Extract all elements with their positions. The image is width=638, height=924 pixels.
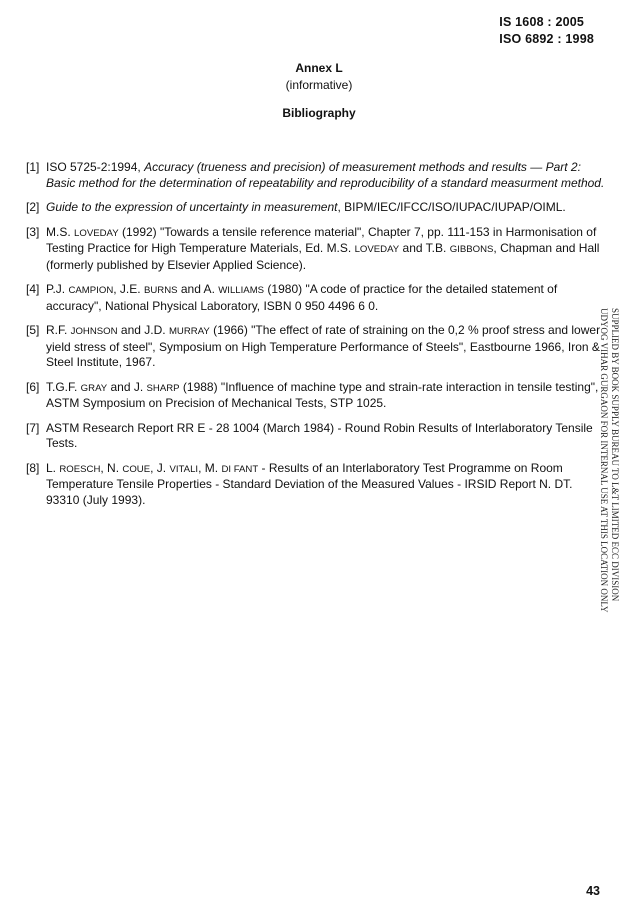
citation-text: , BIPM/IEC/IFCC/ISO/IUPAC/IUPAP/OIML. — [337, 200, 566, 214]
annex-subtitle: (informative) — [285, 78, 353, 92]
entry-citation — [46, 421, 606, 452]
entry-number: [6] — [26, 379, 40, 394]
entry-number: [2] — [26, 200, 40, 214]
citation-text: , J. — [150, 460, 170, 475]
annex-header — [0, 60, 638, 122]
citation-text: (1980) "A code of practice for the detailed statement of accuracy", National Physical Laboratory, ISBN 0 950 4496 6 0. — [46, 282, 558, 313]
citation-text: P.J. — [46, 282, 69, 296]
author-surname: GIBBONS — [449, 244, 494, 255]
entry-number: [7] — [26, 420, 40, 435]
bibliography-entry — [26, 225, 606, 274]
author-surname: LOVEDAY — [74, 227, 119, 239]
citation-text: M.S. — [46, 224, 75, 239]
citation-text: , N. — [100, 460, 123, 475]
citation-text: ASTM Research Report RR E - 28 1004 (March 1984) - Round Robin Results of Interlaboratory Tensile Tests. — [46, 420, 593, 450]
entry-number: [1] — [26, 160, 40, 174]
author-surname: CAMPION — [68, 285, 114, 296]
citation-text: , Chapman and Hall (formerly published by Elsevier Applied Science). — [46, 241, 600, 272]
bibliography-entry — [26, 160, 606, 191]
citation-text: (1988) "Influence of machine type and strain-rate interaction in tensile testing", ASTM Symposium on Precision of Mechanical Tests, STP 1025. — [46, 379, 599, 410]
entry-citation — [46, 160, 606, 191]
author-surname: ROESCH — [59, 463, 101, 475]
entry-number: [8] — [26, 460, 40, 475]
entry-citation — [46, 323, 606, 371]
bibliography-entry — [26, 282, 606, 314]
entry-citation — [46, 225, 606, 274]
standard-number-iso: ISO 6892 : 1998 — [499, 32, 594, 46]
citation-text: (1992) "Towards a tensile reference material", Chapter 7, pp. 111-153 in Harmonisation of Testing Practice for High Temperature Materials, Ed. M.S. — [46, 224, 597, 255]
annex-title: Annex L — [295, 61, 343, 75]
citation-text: and J. — [107, 379, 147, 394]
citation-text: , M. — [198, 460, 222, 475]
citation-title: Accuracy (trueness and precision) of measurement methods and results — Part 2: Basic method for the determination of repeatability and reproducibility of a standard measurment method. — [46, 160, 605, 190]
bibliography-list — [26, 160, 606, 517]
entry-citation — [46, 282, 606, 314]
citation-text: and T.B. — [399, 241, 450, 255]
bibliography-entry — [26, 323, 606, 371]
author-surname: DI FANT — [221, 463, 259, 475]
citation-text: R.F. — [46, 323, 71, 337]
author-surname: LOVEDAY — [354, 244, 400, 255]
entry-citation — [46, 380, 606, 412]
page-number: 43 — [586, 884, 600, 898]
citation-title: Guide to the expression of uncertainty in measurement — [46, 200, 338, 214]
bibliography-entry — [26, 461, 606, 509]
citation-text: L. — [46, 460, 60, 475]
bibliography-entry — [26, 200, 606, 216]
author-surname: BURNS — [143, 285, 178, 296]
bibliography-entry — [26, 421, 606, 452]
citation-text: - Results of an Interlaboratory Test Programme on Room Temperature Tensile Properties - Standard Deviation of the Measured Values - IRSID Report N. DT. 93310 (July 1993). — [46, 460, 573, 507]
author-surname: VITALI — [169, 463, 199, 475]
supply-watermark — [598, 308, 620, 613]
citation-text: ISO 5725-2:1994, — [46, 160, 145, 174]
entry-number: [5] — [26, 323, 40, 337]
author-surname: SHARP — [146, 382, 180, 394]
entry-number: [4] — [26, 282, 40, 296]
entry-citation — [46, 200, 606, 216]
author-surname: MURRAY — [168, 326, 210, 337]
watermark-line-1: SUPPLIED BY BOOK SUPPLY BUREAU TO L&T LIMITED ECC DIVISION — [610, 308, 620, 602]
author-surname: GRAY — [80, 382, 108, 394]
author-surname: JOHNSON — [70, 326, 118, 337]
citation-text: (1966) "The effect of rate of straining on the 0,2 % proof stress and lower yield stress of steel", Symposium on High Temperature Performance of Steels", Eastbourne 1966, Iron & Steel Institute, 1967. — [46, 323, 601, 369]
citation-text: and J.D. — [117, 323, 169, 337]
standard-identifier — [499, 14, 594, 48]
citation-text: and A. — [177, 282, 219, 296]
entry-citation — [46, 461, 606, 509]
entry-number: [3] — [26, 224, 40, 239]
author-surname: WILLIAMS — [218, 285, 265, 296]
citation-text: , J.E. — [113, 282, 144, 296]
section-heading: Bibliography — [282, 106, 356, 120]
citation-text: T.G.F. — [46, 379, 81, 394]
author-surname: COUE — [122, 463, 151, 475]
watermark-line-2: UDYOG VIHAR GURGAON FOR INTERNAL USE AT THIS LOCATION ONLY — [599, 308, 609, 613]
bibliography-entry — [26, 380, 606, 412]
standard-number-is: IS 1608 : 2005 — [499, 15, 585, 29]
